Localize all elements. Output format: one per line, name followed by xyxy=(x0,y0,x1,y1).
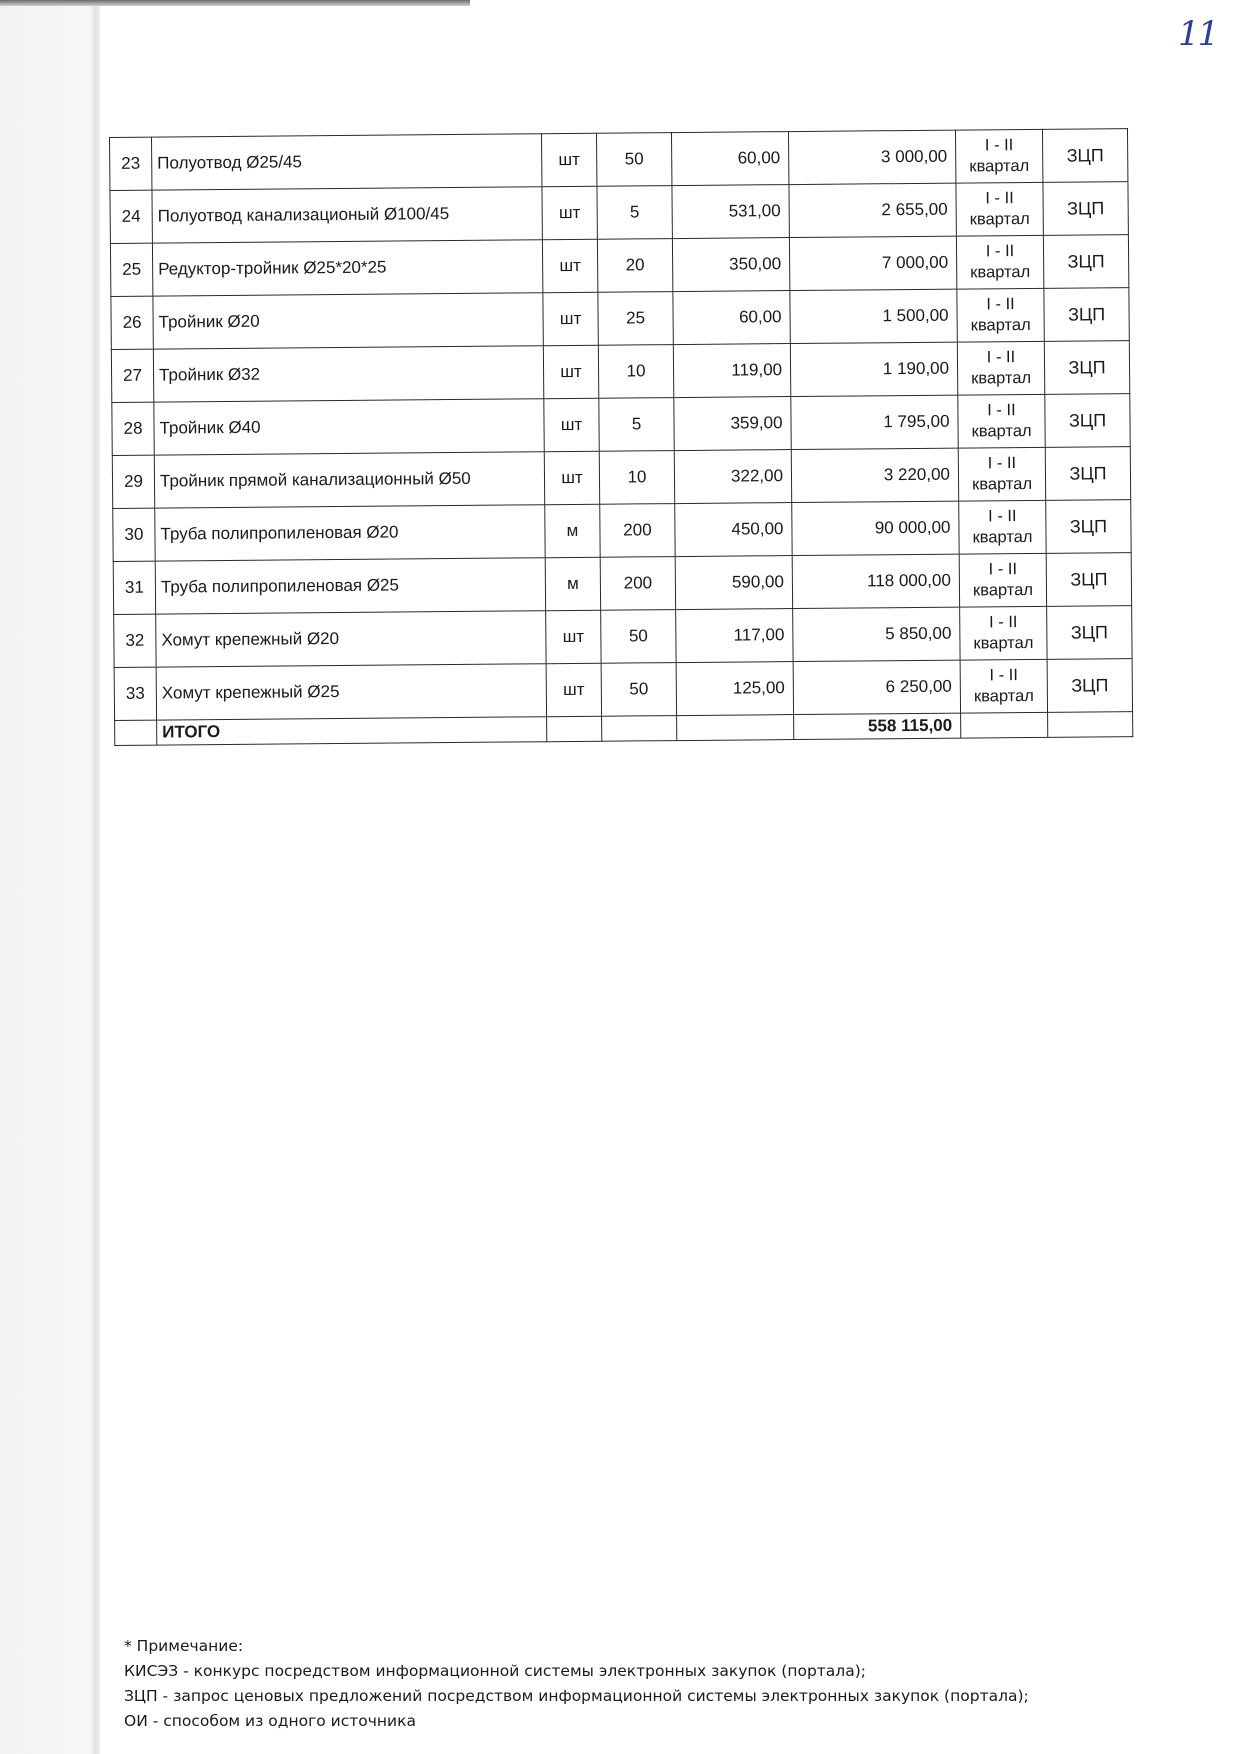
row-number: 33 xyxy=(114,667,156,720)
item-name: Труба полипропиленовая Ø20 xyxy=(155,505,545,561)
period-line-2: квартал xyxy=(969,209,1030,229)
item-sum: 118 000,00 xyxy=(792,554,959,608)
item-unit: м xyxy=(545,504,600,557)
row-number: 30 xyxy=(113,508,155,561)
item-method: ЗЦП xyxy=(1044,288,1129,342)
item-quantity: 5 xyxy=(597,186,672,240)
item-price: 117,00 xyxy=(676,609,793,663)
item-name: Тройник Ø20 xyxy=(153,293,543,349)
item-quantity: 5 xyxy=(599,398,674,452)
item-unit: шт xyxy=(546,663,601,716)
period-line-2: квартал xyxy=(972,474,1033,494)
table-body xyxy=(110,129,1133,746)
item-unit: шт xyxy=(542,186,597,239)
item-unit: шт xyxy=(544,398,599,451)
item-unit: шт xyxy=(546,610,601,663)
item-sum: 1 795,00 xyxy=(791,395,958,449)
table-row xyxy=(110,182,1128,244)
item-price: 531,00 xyxy=(672,185,789,239)
item-sum: 5 850,00 xyxy=(793,607,960,661)
item-unit: шт xyxy=(544,451,599,504)
item-method: ЗЦП xyxy=(1043,182,1128,236)
period-line-1: I - II xyxy=(987,401,1016,420)
period-line-1: I - II xyxy=(989,666,1019,685)
row-number: 25 xyxy=(110,243,152,296)
item-name: Редуктор-тройник Ø25*20*25 xyxy=(152,240,542,296)
total-label: ИТОГО xyxy=(157,717,547,745)
period-line-1: I - II xyxy=(987,454,1017,473)
item-name: Труба полипропиленовая Ø25 xyxy=(155,558,545,614)
item-period xyxy=(960,659,1047,713)
item-quantity: 10 xyxy=(598,345,673,399)
period-line-1: I - II xyxy=(988,507,1017,526)
item-price: 590,00 xyxy=(675,556,792,610)
item-method: ЗЦП xyxy=(1046,500,1131,554)
period-line-1: I - II xyxy=(986,295,1015,314)
item-price: 125,00 xyxy=(676,662,793,716)
period-line-1: I - II xyxy=(988,560,1018,579)
item-sum: 3 000,00 xyxy=(788,130,955,184)
item-period xyxy=(960,606,1047,660)
table-row xyxy=(110,235,1128,297)
item-name: Полуотвод Ø25/45 xyxy=(152,134,542,190)
item-quantity: 50 xyxy=(596,133,671,187)
item-period xyxy=(956,182,1043,236)
total-empty-cell xyxy=(677,715,794,741)
item-price: 450,00 xyxy=(675,503,792,557)
item-method: ЗЦП xyxy=(1045,447,1130,501)
item-name: Тройник прямой канализационный Ø50 xyxy=(154,452,544,508)
table-row xyxy=(111,341,1129,403)
period-line-2: квартал xyxy=(972,580,1034,600)
item-method: ЗЦП xyxy=(1046,553,1131,607)
procurement-table xyxy=(109,128,1132,746)
item-price: 119,00 xyxy=(673,344,790,398)
period-line-1: I - II xyxy=(986,348,1016,367)
period-line-2: квартал xyxy=(971,421,1032,441)
item-method: ЗЦП xyxy=(1044,341,1129,395)
item-period xyxy=(959,553,1046,607)
item-quantity: 10 xyxy=(599,451,674,505)
total-empty-cell xyxy=(961,712,1048,738)
item-quantity: 25 xyxy=(598,292,673,346)
item-quantity: 50 xyxy=(601,663,676,717)
item-method: ЗЦП xyxy=(1047,659,1132,713)
item-unit: м xyxy=(545,557,600,610)
row-number: 31 xyxy=(113,561,155,614)
item-unit: шт xyxy=(542,239,597,292)
period-line-2: квартал xyxy=(970,315,1031,335)
item-price: 60,00 xyxy=(671,132,788,186)
footnote-line: КИСЭЗ - конкурс посредством информационной системы электронных закупок (портала); xyxy=(124,1662,866,1680)
item-quantity: 200 xyxy=(600,504,675,558)
item-sum: 1 500,00 xyxy=(790,289,957,343)
table-row xyxy=(113,500,1131,562)
item-period xyxy=(957,341,1044,395)
period-line-2: квартал xyxy=(972,527,1033,547)
table-row xyxy=(114,606,1132,668)
table-row xyxy=(112,394,1130,456)
item-sum: 6 250,00 xyxy=(793,660,960,714)
item-name: Тройник Ø40 xyxy=(154,399,544,455)
table-row xyxy=(113,553,1131,615)
procurement-table-grid xyxy=(109,128,1133,746)
total-empty-cell xyxy=(602,716,677,742)
item-sum: 7 000,00 xyxy=(789,236,956,290)
item-price: 322,00 xyxy=(674,450,791,504)
item-period xyxy=(958,447,1045,501)
item-sum: 3 220,00 xyxy=(791,448,958,502)
table-row xyxy=(111,288,1129,350)
period-line-1: I - II xyxy=(985,242,1015,261)
item-quantity: 200 xyxy=(600,557,675,611)
item-method: ЗЦП xyxy=(1043,235,1128,289)
item-method: ЗЦП xyxy=(1045,394,1130,448)
item-name: Хомут крепежный Ø20 xyxy=(156,611,546,667)
period-line-2: квартал xyxy=(971,368,1032,388)
period-line-2: квартал xyxy=(969,156,1030,176)
item-method: ЗЦП xyxy=(1042,129,1127,183)
item-sum: 2 655,00 xyxy=(789,183,956,237)
item-price: 60,00 xyxy=(673,291,790,345)
scan-top-shadow xyxy=(0,0,470,6)
item-unit: шт xyxy=(543,345,598,398)
item-unit: шт xyxy=(541,133,596,186)
footnote xyxy=(124,1634,1029,1734)
handwritten-page-number: 11 xyxy=(1178,14,1218,54)
item-name: Тройник Ø32 xyxy=(153,346,543,402)
total-empty-cell xyxy=(1048,712,1133,738)
item-quantity: 20 xyxy=(597,239,672,293)
period-line-2: квартал xyxy=(970,262,1031,282)
footnote-line: ОИ - способом из одного источника xyxy=(124,1712,416,1730)
item-sum: 1 190,00 xyxy=(790,342,957,396)
period-line-2: квартал xyxy=(973,633,1034,653)
row-number: 26 xyxy=(111,296,153,349)
period-line-2: квартал xyxy=(973,686,1034,706)
item-name: Хомут крепежный Ø25 xyxy=(156,664,546,720)
total-sum: 558 115,00 xyxy=(794,713,961,739)
period-line-1: I - II xyxy=(985,189,1014,208)
total-empty-cell xyxy=(115,720,157,745)
table-row xyxy=(112,447,1130,509)
row-number: 32 xyxy=(114,614,156,667)
table-row xyxy=(114,659,1132,721)
row-number: 23 xyxy=(110,137,152,190)
item-period xyxy=(958,394,1045,448)
table-row xyxy=(110,129,1128,191)
item-price: 359,00 xyxy=(674,397,791,451)
period-line-1: I - II xyxy=(988,613,1018,632)
row-number: 27 xyxy=(111,349,153,402)
item-period xyxy=(956,235,1043,289)
footnote-line: ЗЦП - запрос ценовых предложений посредством информационной системы электронных закупок (портала); xyxy=(124,1687,1029,1705)
item-unit: шт xyxy=(543,292,598,345)
item-sum: 90 000,00 xyxy=(792,501,959,555)
item-price: 350,00 xyxy=(672,238,789,292)
row-number: 29 xyxy=(112,455,154,508)
item-quantity: 50 xyxy=(601,610,676,664)
row-number: 24 xyxy=(110,190,152,243)
item-name: Полуотвод канализационый Ø100/45 xyxy=(152,187,542,243)
item-period xyxy=(955,129,1042,183)
period-line-1: I - II xyxy=(984,136,1014,155)
item-period xyxy=(957,288,1044,342)
scan-page-edge xyxy=(0,0,100,1754)
total-empty-cell xyxy=(547,716,602,741)
footnote-title: * Примечание: xyxy=(124,1637,244,1655)
item-period xyxy=(959,500,1046,554)
row-number: 28 xyxy=(112,402,154,455)
item-method: ЗЦП xyxy=(1047,606,1132,660)
